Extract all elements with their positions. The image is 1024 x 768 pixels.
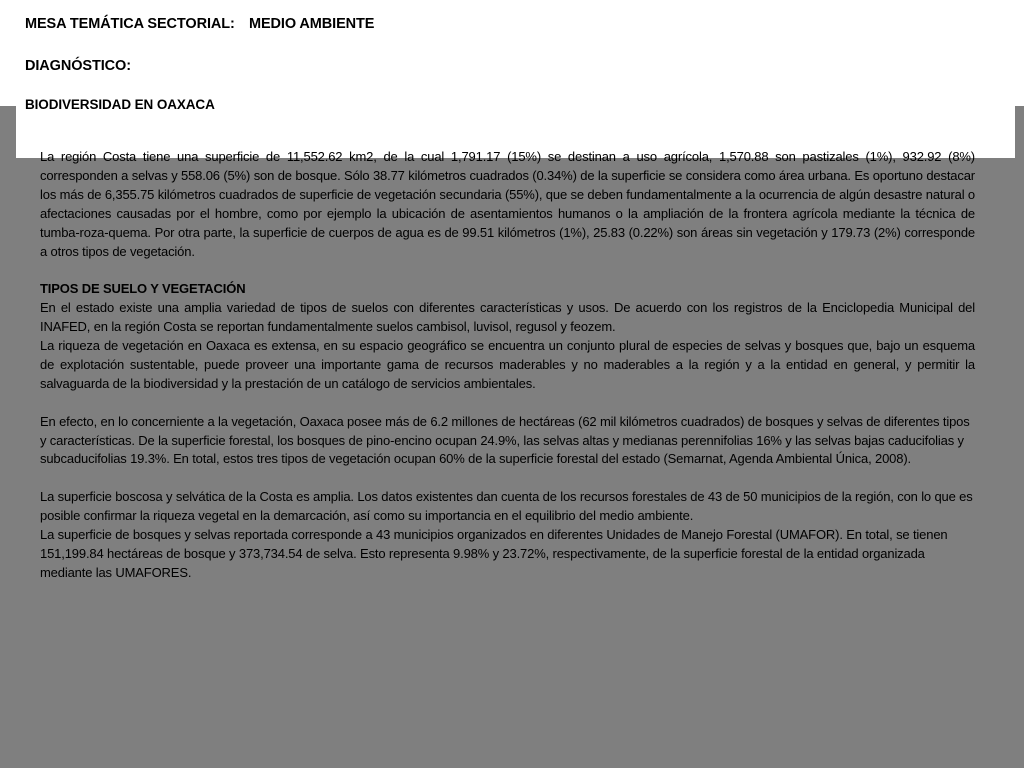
- diagnostico-heading: DIAGNÓSTICO:: [25, 58, 131, 74]
- paragraph-spacer: [40, 469, 975, 488]
- document-body: [40, 148, 975, 583]
- paragraph-spacer: [40, 394, 975, 413]
- paragraph-vegetacion-oaxaca: En efecto, en lo concerniente a la vegetación, Oaxaca posee más de 6.2 millones de hectáreas (62 mil kilómetros cuadrados) de bosques y selvas de diferentes tipos y características. De la superficie forestal, los bosques de pino-encino ocupan 24.9%, las selvas altas y medianas perennifolias 16% y las selvas bajas caducifolias y subcaducifolias 19.3%. En total, estos tres tipos de vegetación ocupan 60% de la superficie forestal del estado (Semarnat, Agenda Ambiental Única, 2008).: [40, 413, 970, 467]
- mesa-label: MESA TEMÁTICA SECTORIAL:: [25, 16, 235, 32]
- paragraph-riqueza-vegetacion: La riqueza de vegetación en Oaxaca es extensa, en su espacio geográfico se encuentra un conjunto plural de especies de selvas y bosques que, bajo un esquema de explotación sustentable, puede proveer una importante gama de recursos maderables y no maderables a la región y a la entidad en general, y permitir la salvaguarda de la biodiversidad y la prestación de un catálogo de servicios ambientales.: [40, 338, 975, 391]
- paragraph-umafor: La superficie de bosques y selvas reportada corresponde a 43 municipios organizados en diferentes Unidades de Manejo Forestal (UMAFOR). En total, se tienen 151,199.84 hectáreas de bosque y 373,734.54 de selva. Esto representa 9.98% y 23.72%, respectivamente, de la superficie forestal de la entidad organizada mediante las UMAFORES.: [40, 527, 948, 580]
- paragraph-spacer: [40, 261, 975, 280]
- paragraph-region-costa: La región Costa tiene una superficie de 11,552.62 km2, de la cual 1,791.17 (15%) se destinan a uso agrícola, 1,570.88 son pastizales (1%), 932.92 (8%) corresponden a selvas y 558.06 (5%) son de bosque. Sólo 38.77 kilómetros cuadrados (0.34%) de la superficie se considera como área urbana. Es oportuno destacar los más de 6,355.75 kilómetros cuadrados de superficie de vegetación secundaria (55%), que se deben fundamentalmente a la ocurrencia de algún desastre natural o afectaciones causadas por el hombre, como por ejemplo la ubicación de asentamientos humanos o la ampliación de la frontera agrícola mediante la técnica de tumba-roza-quema. Por otra parte, la superficie de cuerpos de agua es de 99.51 kilómetros (1%), 25.83 (0.22%) son áreas sin vegetación y 179.73 (2%) corresponde a otros tipos de vegetación.: [40, 149, 975, 259]
- mesa-value: MEDIO AMBIENTE: [249, 16, 375, 32]
- subheading-tipos-suelo: TIPOS DE SUELO Y VEGETACIÓN: [40, 281, 246, 297]
- paragraph-suelos: En el estado existe una amplia variedad de tipos de suelos con diferentes características y usos. De acuerdo con los registros de la Enciclopedia Municipal del INAFED, en la región Costa se reportan fundamentalmente suelos cambisol, luvisol, regusol y feozem.: [40, 300, 975, 335]
- paragraph-superficie-boscosa: La superficie boscosa y selvática de la Costa es amplia. Los datos existentes dan cuenta de los recursos forestales de 43 de 50 municipios de la región, con lo que es posible confirmar la riqueza vegetal en la demarcación, así como su importancia en el equilibrio del medio ambiente.: [40, 489, 973, 524]
- section-title: BIODIVERSIDAD EN OAXACA: [25, 97, 215, 112]
